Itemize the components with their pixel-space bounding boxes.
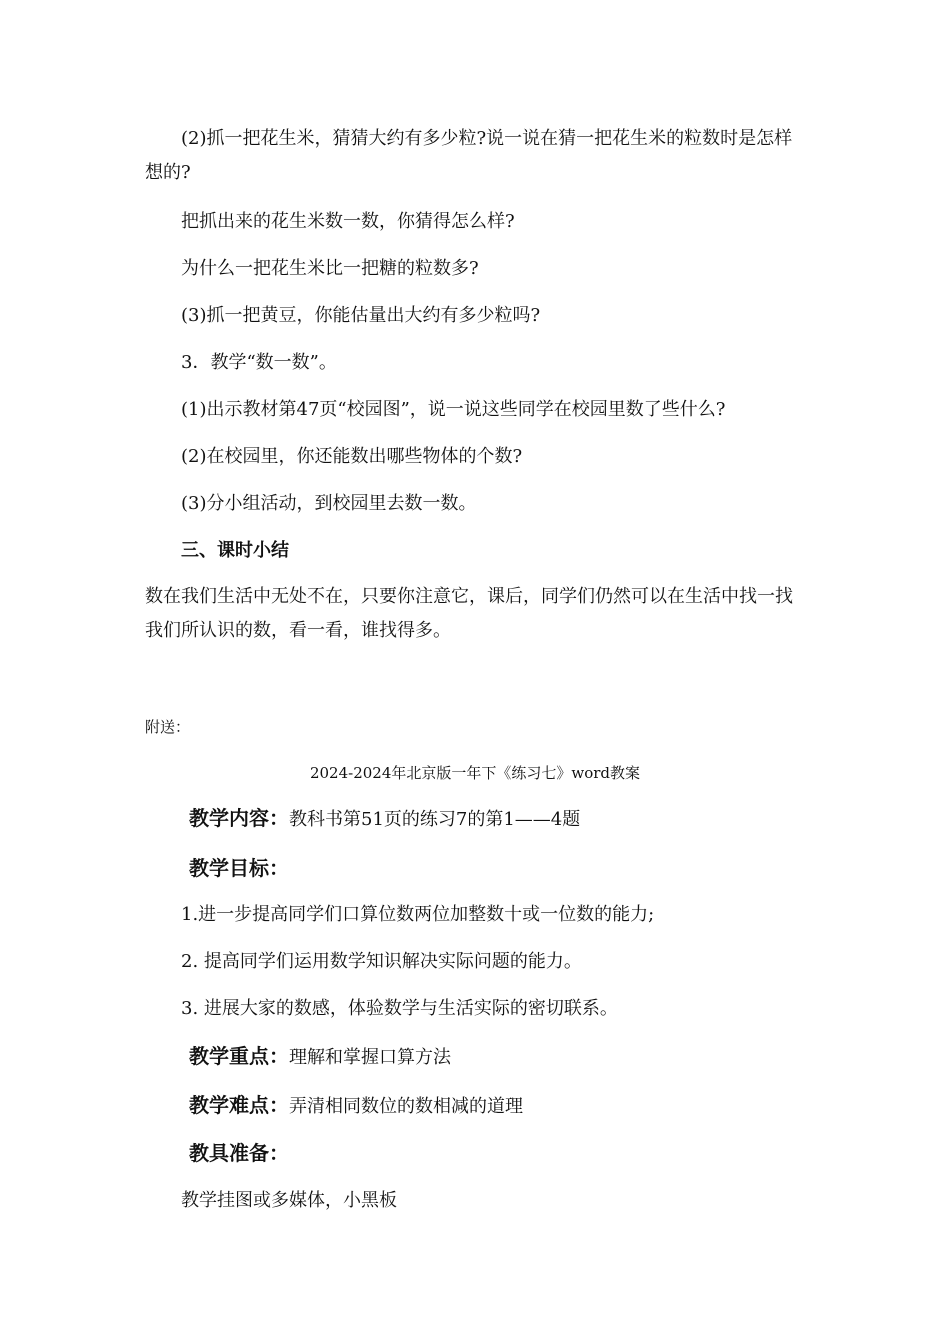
goal2-line: 2. 提高同学们运用数学知识解决实际问题的能力。 [181, 951, 582, 972]
summary-heading: 三、课时小结 [181, 540, 289, 561]
tools-label: 教具准备： [189, 1141, 289, 1165]
item2-line: (2)在校园里，你还能数出哪些物体的个数? [181, 446, 523, 467]
content-text: 教科书第51页的练习7的第1——4题 [289, 809, 581, 830]
content-label: 教学内容： [189, 806, 289, 830]
goal-row [189, 858, 289, 880]
q2-peanuts-paragraph: (2)抓一把花生米，猜猜大约有多少粒?说一说在猜一把花生米的粒数时是怎样想的? [145, 128, 793, 183]
item3-line: (3)分小组活动，到校园里去数一数。 [181, 493, 477, 514]
goal1-line: 1.进一步提高同学们口算位数两位加整数十或一位数的能力; [181, 904, 655, 925]
key-row [189, 1046, 451, 1068]
why-more-line: 为什么一把花生米比一把糖的粒数多? [181, 258, 479, 279]
key-label: 教学重点： [189, 1044, 289, 1068]
appendix-label: 附送： [145, 718, 191, 736]
difficulty-text: 弄清相同数位的数相减的道理 [289, 1096, 523, 1117]
teach-count-line: 3．教学“数一数”。 [181, 352, 337, 373]
appendix-title: 2024-2024年北京版一年下《练习七》word教案 [309, 764, 641, 782]
summary-paragraph: 数在我们生活中无处不在，只要你注意它，课后，同学们仍然可以在生活中找一找我们所认识的数，看一看，谁找得多。 [145, 586, 793, 641]
key-text: 理解和掌握口算方法 [289, 1047, 451, 1068]
q3-beans-line: (3)抓一把黄豆，你能估量出大约有多少粒吗? [181, 305, 541, 326]
difficulty-row [189, 1095, 523, 1117]
tools-row [189, 1143, 289, 1165]
item1-line: (1)出示教材第47页“校园图”，说一说这些同学在校园里数了些什么? [181, 399, 726, 420]
tools-text: 教学挂图或多媒体，小黑板 [181, 1190, 397, 1211]
difficulty-label: 教学难点： [189, 1093, 289, 1117]
goal3-line: 3. 进展大家的数感，体验数学与生活实际的密切联系。 [181, 998, 618, 1019]
content-row [189, 808, 580, 830]
count-peanuts-line: 把抓出来的花生米数一数，你猜得怎么样? [181, 211, 515, 232]
goal-label: 教学目标： [189, 856, 289, 880]
